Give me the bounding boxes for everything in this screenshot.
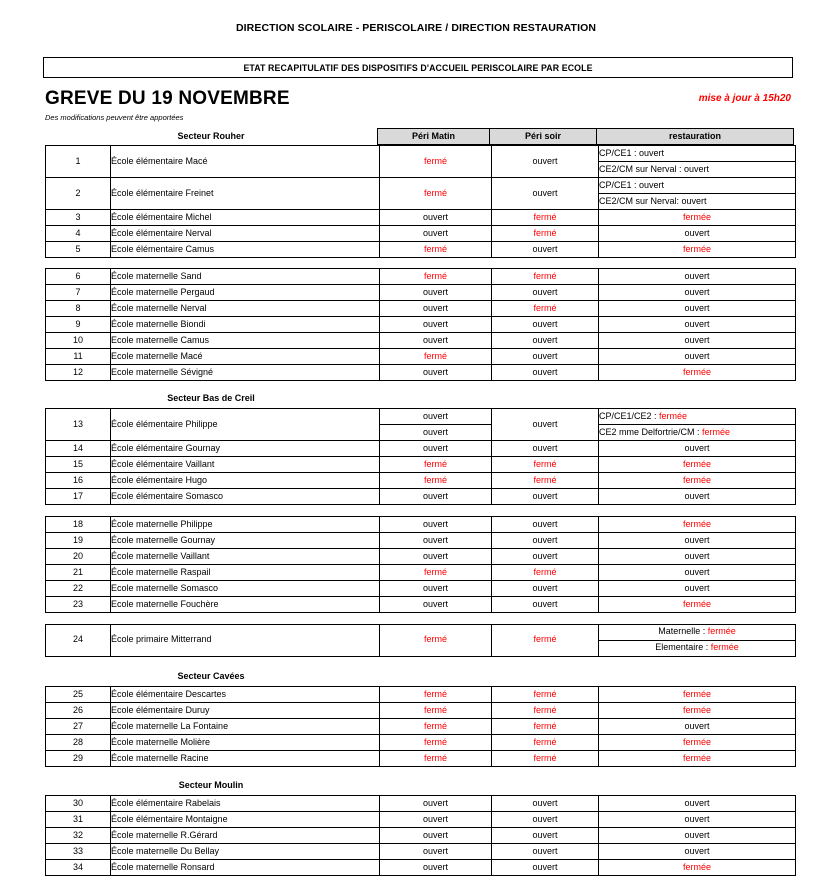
restauration-status: ouvert [599, 301, 796, 317]
school-table [45, 795, 796, 876]
peri-soir-status: fermé [492, 457, 599, 473]
restauration-status: CP/CE1 : ouvert [599, 146, 796, 162]
peri-soir-status: ouvert [492, 827, 599, 843]
restauration-status: fermée [599, 473, 796, 489]
table-row [46, 365, 796, 381]
school-name: École élémentaire Macé [111, 146, 380, 178]
school-name: École maternelle Raspail [111, 565, 380, 581]
peri-matin-status: ouvert [380, 597, 492, 613]
table-row [46, 178, 796, 194]
school-table [45, 686, 796, 767]
restauration-status: ouvert [599, 226, 796, 242]
peri-soir-status: ouvert [492, 441, 599, 457]
peri-matin-status: ouvert [380, 811, 492, 827]
sector-heading-table [45, 778, 377, 793]
table-row [46, 409, 796, 425]
school-name: École maternelle Ronsard [111, 859, 380, 875]
table-row [46, 795, 796, 811]
peri-soir-status: ouvert [492, 146, 599, 178]
restauration-status: fermée [599, 734, 796, 750]
school-table [45, 624, 796, 657]
row-number: 30 [46, 795, 111, 811]
peri-matin-status: ouvert [380, 210, 492, 226]
peri-matin-status: ouvert [380, 425, 492, 441]
school-name: École maternelle Sand [111, 269, 380, 285]
restauration-status: ouvert [599, 795, 796, 811]
peri-soir-status: ouvert [492, 242, 599, 258]
row-number: 6 [46, 269, 111, 285]
table-row [46, 210, 796, 226]
peri-matin-status: fermé [380, 718, 492, 734]
peri-soir-status: fermé [492, 734, 599, 750]
row-number: 17 [46, 489, 111, 505]
school-name: École élémentaire Rabelais [111, 795, 380, 811]
peri-soir-status: ouvert [492, 333, 599, 349]
table-row [46, 301, 796, 317]
school-name: Ecole maternelle Sévigné [111, 365, 380, 381]
table-row [46, 702, 796, 718]
modification-note: Des modifications peuvent être apportées [45, 113, 184, 122]
row-number: 9 [46, 317, 111, 333]
restauration-status: fermée [659, 411, 688, 422]
peri-soir-status: ouvert [492, 549, 599, 565]
restauration-status: CP/CE1 : ouvert [599, 178, 796, 194]
school-name: École élémentaire Freinet [111, 178, 380, 210]
table-row [46, 489, 796, 505]
peri-soir-status: fermé [492, 686, 599, 702]
restauration-status: ouvert [599, 811, 796, 827]
peri-matin-status: ouvert [380, 581, 492, 597]
row-number: 2 [46, 178, 111, 210]
peri-matin-status: fermé [380, 269, 492, 285]
restauration-status: fermée [599, 702, 796, 718]
restauration-status: fermée [599, 457, 796, 473]
table-row [46, 317, 796, 333]
row-number: 15 [46, 457, 111, 473]
row-number: 14 [46, 441, 111, 457]
restauration-status: ouvert [599, 317, 796, 333]
peri-matin-status: ouvert [380, 859, 492, 875]
school-table [45, 408, 796, 505]
table-row [46, 565, 796, 581]
restauration-status: fermée [599, 750, 796, 766]
table-row [46, 624, 796, 640]
peri-soir-status: ouvert [492, 285, 599, 301]
restauration-status: fermée [599, 210, 796, 226]
table-row [46, 549, 796, 565]
row-number: 12 [46, 365, 111, 381]
peri-soir-status: fermé [492, 565, 599, 581]
school-name: École élémentaire Philippe [111, 409, 380, 441]
table-row [46, 827, 796, 843]
row-number: 10 [46, 333, 111, 349]
restauration-status: ouvert [599, 285, 796, 301]
restauration-status: ouvert [599, 581, 796, 597]
restauration-label: CE2 mme Delfortrie/CM : [599, 427, 703, 438]
recap-title-text: ETAT RECAPITULATIF DES DISPOSITIFS D'ACCUEIL PERISCOLAIRE PAR ECOLE [243, 62, 593, 73]
school-name: École maternelle La Fontaine [111, 718, 380, 734]
row-number: 23 [46, 597, 111, 613]
restauration-status: fermée [599, 686, 796, 702]
table-row [46, 333, 796, 349]
table-row [46, 859, 796, 875]
column-header-peri-soir: Péri soir [490, 129, 597, 145]
school-table [45, 145, 796, 258]
restauration-label: CP/CE1/CE2 : [599, 411, 660, 422]
restauration-status: fermée [599, 242, 796, 258]
peri-matin-status: ouvert [380, 365, 492, 381]
restauration-status: fermée [599, 597, 796, 613]
table-row [46, 349, 796, 365]
peri-matin-status: fermé [380, 146, 492, 178]
row-number: 27 [46, 718, 111, 734]
row-number: 5 [46, 242, 111, 258]
restauration-status: fermée [599, 517, 796, 533]
recap-title-box [43, 57, 793, 78]
row-number: 22 [46, 581, 111, 597]
row-number: 33 [46, 843, 111, 859]
sector-heading-table [45, 128, 794, 145]
school-table [45, 516, 796, 613]
table-row [46, 517, 796, 533]
sector-heading: Secteur Cavées [177, 670, 245, 681]
school-name: École maternelle Biondi [111, 317, 380, 333]
peri-matin-status: ouvert [380, 285, 492, 301]
school-name: École maternelle Gournay [111, 533, 380, 549]
row-number: 8 [46, 301, 111, 317]
sector-heading-table [45, 669, 377, 684]
table-row [46, 226, 796, 242]
peri-matin-status: fermé [380, 686, 492, 702]
school-name: École maternelle Molière [111, 734, 380, 750]
restauration-status: ouvert [599, 718, 796, 734]
peri-soir-status: ouvert [492, 597, 599, 613]
school-name: École élémentaire Gournay [111, 441, 380, 457]
table-row [46, 533, 796, 549]
school-name: Ecole maternelle Camus [111, 333, 380, 349]
restauration-status: ouvert [599, 489, 796, 505]
table-row [46, 843, 796, 859]
school-name: École maternelle Pergaud [111, 285, 380, 301]
table-row [46, 441, 796, 457]
peri-matin-status: ouvert [380, 441, 492, 457]
school-name: École maternelle Racine [111, 750, 380, 766]
sector-heading: Secteur Bas de Creil [167, 393, 255, 404]
restauration-status [599, 409, 796, 425]
peri-soir-status: fermé [492, 269, 599, 285]
peri-matin-status: ouvert [380, 317, 492, 333]
row-number: 18 [46, 517, 111, 533]
table-row [46, 718, 796, 734]
row-number: 20 [46, 549, 111, 565]
peri-matin-status: ouvert [380, 409, 492, 425]
school-name: École élémentaire Descartes [111, 686, 380, 702]
sector-heading: Secteur Rouher [177, 130, 245, 141]
row-number: 7 [46, 285, 111, 301]
restauration-status: fermée [707, 626, 736, 637]
school-name: École élémentaire Vaillant [111, 457, 380, 473]
peri-matin-status: ouvert [380, 843, 492, 859]
column-header-peri-matin: Péri Matin [378, 129, 490, 145]
restauration-label: Elementaire : [655, 642, 711, 653]
peri-soir-status: fermé [492, 301, 599, 317]
peri-matin-status: ouvert [380, 827, 492, 843]
peri-matin-status: fermé [380, 734, 492, 750]
peri-soir-status: fermé [492, 702, 599, 718]
school-name: École maternelle Vaillant [111, 549, 380, 565]
restauration-status: ouvert [599, 349, 796, 365]
sector-heading-table [45, 391, 377, 406]
row-number: 32 [46, 827, 111, 843]
school-name: École maternelle R.Gérard [111, 827, 380, 843]
school-name: École maternelle Philippe [111, 517, 380, 533]
peri-soir-status: ouvert [492, 349, 599, 365]
table-row [46, 473, 796, 489]
peri-matin-status: fermé [380, 242, 492, 258]
school-name: École élémentaire Nerval [111, 226, 380, 242]
peri-soir-status: ouvert [492, 533, 599, 549]
row-number: 21 [46, 565, 111, 581]
peri-matin-status: ouvert [380, 226, 492, 242]
peri-matin-status: fermé [380, 565, 492, 581]
restauration-status: CE2/CM sur Nerval : ouvert [599, 162, 796, 178]
row-number: 29 [46, 750, 111, 766]
peri-soir-status: ouvert [492, 489, 599, 505]
peri-matin-status: fermé [380, 457, 492, 473]
peri-soir-status: fermé [492, 750, 599, 766]
school-name: Ecole maternelle Fouchère [111, 597, 380, 613]
restauration-status: fermée [710, 642, 739, 653]
restauration-status: ouvert [599, 565, 796, 581]
row-number: 26 [46, 702, 111, 718]
table-row [46, 269, 796, 285]
school-name: École élémentaire Hugo [111, 473, 380, 489]
table-row [46, 146, 796, 162]
update-timestamp: mise à jour à 15h20 [698, 93, 791, 104]
peri-soir-status: fermé [492, 210, 599, 226]
school-name: École élémentaire Michel [111, 210, 380, 226]
peri-soir-status: ouvert [492, 178, 599, 210]
restauration-status: fermée [599, 365, 796, 381]
peri-matin-status: fermé [380, 178, 492, 210]
peri-matin-status: ouvert [380, 795, 492, 811]
peri-matin-status: fermé [380, 624, 492, 656]
school-name: École primaire Mitterrand [111, 624, 380, 656]
table-row [46, 734, 796, 750]
peri-soir-status: fermé [492, 624, 599, 656]
restauration-status [599, 425, 796, 441]
page-title: GREVE DU 19 NOVEMBRE [45, 88, 290, 109]
restauration-status: fermée [599, 859, 796, 875]
school-table [45, 268, 796, 381]
peri-matin-status: ouvert [380, 301, 492, 317]
table-row [46, 581, 796, 597]
restauration-status: CE2/CM sur Nerval: ouvert [599, 194, 796, 210]
row-number: 13 [46, 409, 111, 441]
restauration-status: ouvert [599, 843, 796, 859]
peri-matin-status: ouvert [380, 549, 492, 565]
peri-matin-status: fermé [380, 750, 492, 766]
school-name: Ecole élémentaire Duruy [111, 702, 380, 718]
table-row [46, 285, 796, 301]
peri-matin-status: fermé [380, 349, 492, 365]
school-name: Ecole maternelle Somasco [111, 581, 380, 597]
peri-soir-status: ouvert [492, 859, 599, 875]
peri-soir-status: fermé [492, 473, 599, 489]
peri-soir-status: ouvert [492, 517, 599, 533]
column-header-restauration: restauration [597, 129, 794, 145]
table-row [46, 597, 796, 613]
row-number: 19 [46, 533, 111, 549]
restauration-status: ouvert [599, 533, 796, 549]
row-number: 25 [46, 686, 111, 702]
peri-soir-status: ouvert [492, 317, 599, 333]
peri-matin-status: ouvert [380, 517, 492, 533]
school-name: Ecole maternelle Macé [111, 349, 380, 365]
school-name: École maternelle Nerval [111, 301, 380, 317]
table-row [46, 242, 796, 258]
peri-soir-status: ouvert [492, 409, 599, 441]
row-number: 16 [46, 473, 111, 489]
peri-soir-status: ouvert [492, 811, 599, 827]
school-name: École élémentaire Montaigne [111, 811, 380, 827]
row-number: 3 [46, 210, 111, 226]
document-direction-header: DIRECTION SCOLAIRE - PERISCOLAIRE / DIRECTION RESTAURATION [235, 22, 597, 34]
restauration-status: ouvert [599, 333, 796, 349]
row-number: 34 [46, 859, 111, 875]
restauration-status: fermée [702, 427, 731, 438]
row-number: 28 [46, 734, 111, 750]
table-row [46, 686, 796, 702]
restauration-label: Maternelle : [658, 626, 708, 637]
table-row [46, 457, 796, 473]
peri-soir-status: fermé [492, 226, 599, 242]
peri-soir-status: ouvert [492, 795, 599, 811]
restauration-status: ouvert [599, 269, 796, 285]
peri-soir-status: ouvert [492, 843, 599, 859]
row-number: 1 [46, 146, 111, 178]
restauration-status [599, 640, 796, 656]
school-name: École maternelle Du Bellay [111, 843, 380, 859]
peri-matin-status: fermé [380, 702, 492, 718]
row-number: 24 [46, 624, 111, 656]
peri-matin-status: ouvert [380, 489, 492, 505]
row-number: 4 [46, 226, 111, 242]
restauration-status: ouvert [599, 827, 796, 843]
row-number: 31 [46, 811, 111, 827]
row-number: 11 [46, 349, 111, 365]
peri-matin-status: ouvert [380, 533, 492, 549]
peri-matin-status: ouvert [380, 333, 492, 349]
restauration-status: ouvert [599, 549, 796, 565]
restauration-status: ouvert [599, 441, 796, 457]
school-name: Ecole élémentaire Camus [111, 242, 380, 258]
sector-heading: Secteur Moulin [178, 779, 244, 790]
peri-soir-status: ouvert [492, 365, 599, 381]
peri-soir-status: fermé [492, 718, 599, 734]
school-name: Ecole élémentaire Somasco [111, 489, 380, 505]
restauration-status [599, 624, 796, 640]
table-row [46, 811, 796, 827]
peri-matin-status: fermé [380, 473, 492, 489]
table-row [46, 750, 796, 766]
peri-soir-status: ouvert [492, 581, 599, 597]
